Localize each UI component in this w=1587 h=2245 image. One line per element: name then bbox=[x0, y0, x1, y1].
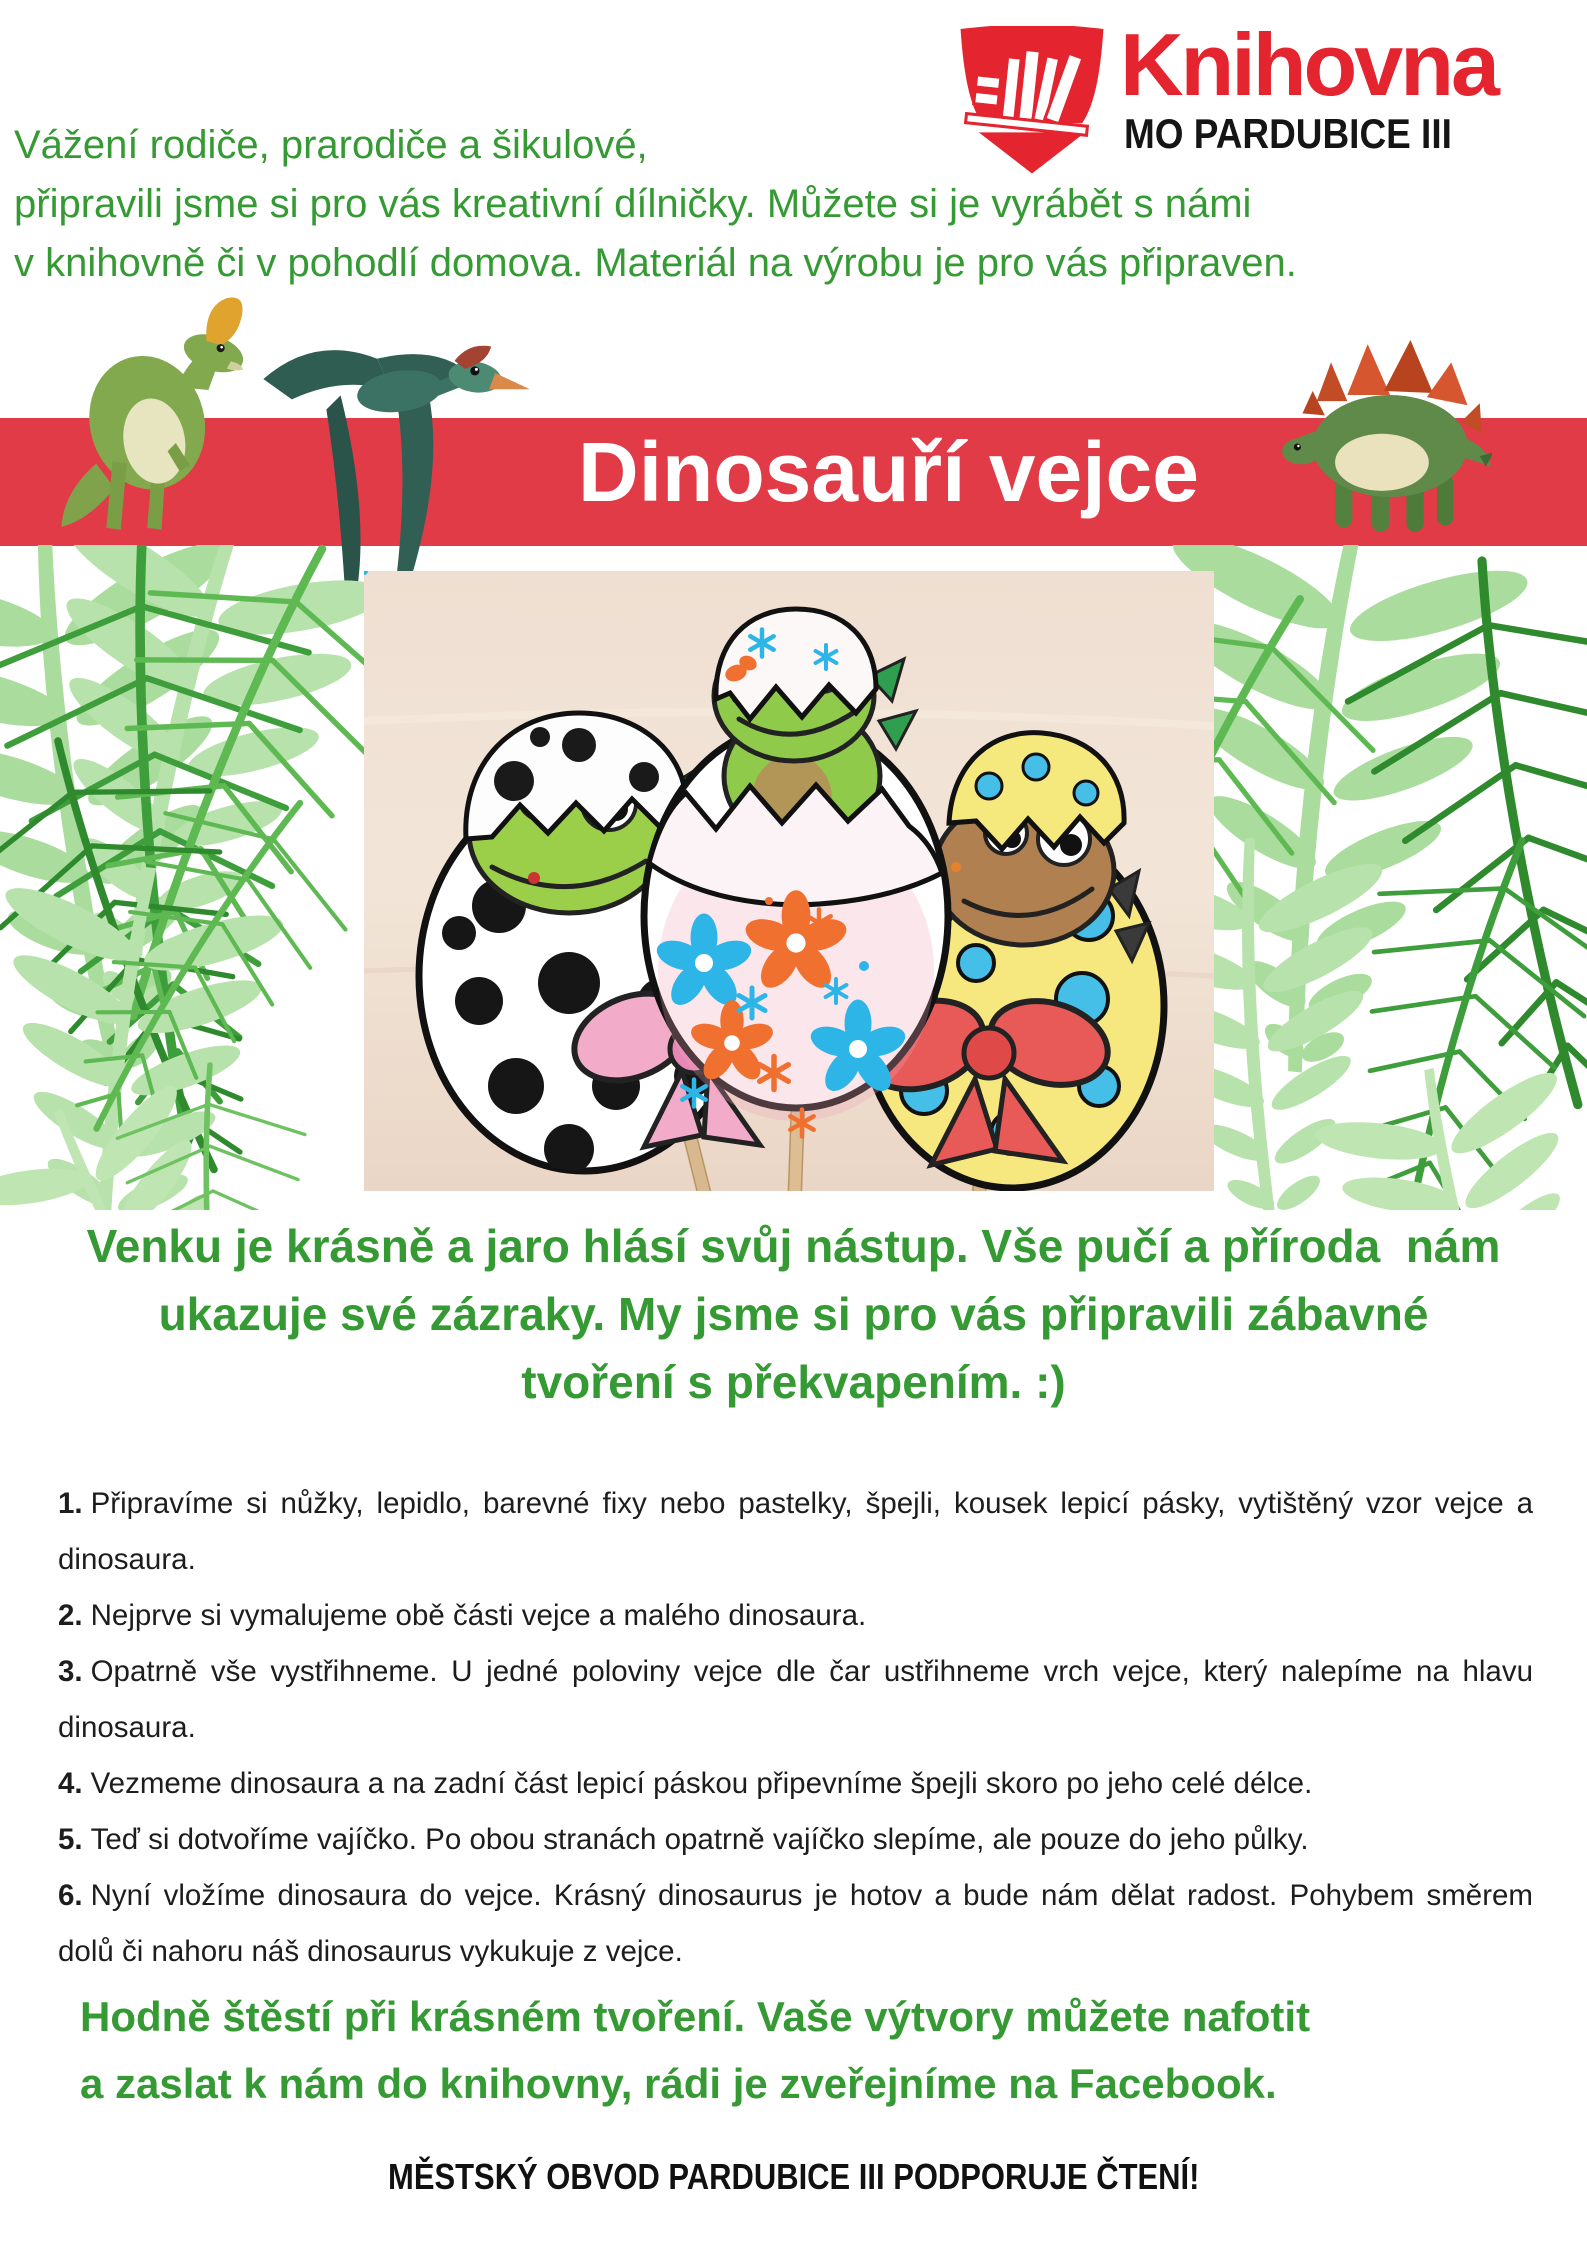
step-number: 4. bbox=[58, 1767, 83, 1800]
closing-line-2: a zaslat k nám do knihovny, rádi je zveřejníme na Facebook. bbox=[80, 2060, 1277, 2107]
headline-line-2: ukazuje své zázraky. My jsme si pro vás připravili zábavné bbox=[158, 1288, 1429, 1340]
instruction-step-4 bbox=[58, 1756, 1533, 1812]
step-number: 1. bbox=[58, 1487, 83, 1520]
closing-line-1: Hodně štěstí při krásném tvoření. Vaše výtvory můžete nafotit bbox=[80, 1993, 1311, 2040]
instruction-step-1 bbox=[58, 1476, 1533, 1588]
step-number: 6. bbox=[58, 1879, 83, 1912]
instruction-step-3 bbox=[58, 1644, 1533, 1756]
step-text: Připravíme si nůžky, lepidlo, barevné fixy nebo pastelky, špejli, kousek lepicí pásky, vytištěný vzor vejce a dinosaura. bbox=[58, 1487, 1533, 1576]
intro-line-2: připravili jsme si pro vás kreativní dílničky. Můžete si je vyrábět s námi bbox=[14, 182, 1252, 226]
headline-line-1: Venku je krásně a jaro hlásí svůj nástup. Vše pučí a příroda nám bbox=[86, 1220, 1501, 1272]
step-text: Nejprve si vymalujeme obě části vejce a malého dinosaura. bbox=[90, 1599, 867, 1632]
step-number: 5. bbox=[58, 1823, 83, 1856]
parasaurolophus-illustration bbox=[55, 290, 270, 540]
stegosaurus-illustration bbox=[1278, 301, 1492, 538]
step-text: Vezmeme dinosaura a na zadní část lepicí páskou připevníme špejli skoro po jeho celé délce. bbox=[90, 1767, 1313, 1800]
step-number: 2. bbox=[58, 1599, 83, 1632]
headline-text bbox=[0, 1212, 1587, 1416]
intro-text bbox=[14, 116, 1574, 293]
instruction-step-6 bbox=[58, 1868, 1533, 1980]
logo-subtitle: MO PARDUBICE III bbox=[1124, 110, 1452, 157]
logo-wordmark: Knihovna bbox=[1120, 15, 1497, 114]
intro-line-3: v knihovně či v pohodlí domova. Materiál na výrobu je pro vás připraven. bbox=[14, 241, 1297, 285]
craft-photo bbox=[364, 571, 1214, 1191]
intro-line-1: Vážení rodiče, prarodiče a šikulové, bbox=[14, 123, 648, 167]
headline-line-3: tvoření s překvapením. :) bbox=[521, 1356, 1066, 1408]
instruction-step-5 bbox=[58, 1812, 1533, 1868]
instructions-list bbox=[58, 1476, 1533, 1980]
step-text: Opatrně vše vystřihneme. U jedné poloviny vejce dle čar ustřihneme vrch vejce, který nalepíme na hlavu dinosaura. bbox=[58, 1655, 1533, 1744]
step-text: Nyní vložíme dinosaura do vejce. Krásný dinosaurus je hotov a bude nám dělat radost. Pohybem směrem dolů či nahoru náš dinosaurus vykukuje z vejce. bbox=[58, 1879, 1533, 1968]
closing-text bbox=[80, 1983, 1540, 2117]
footer-slogan: MĚSTSKÝ OBVOD PARDUBICE III PODPORUJE ČTENÍ! bbox=[387, 2156, 1200, 2197]
instruction-step-2 bbox=[58, 1588, 1533, 1644]
page-title: Dinosauří vejce bbox=[578, 425, 1199, 519]
step-text: Teď si dotvoříme vajíčko. Po obou stranách opatrně vajíčko slepíme, ale pouze do jeho půlky. bbox=[90, 1823, 1309, 1856]
step-number: 3. bbox=[58, 1655, 83, 1688]
